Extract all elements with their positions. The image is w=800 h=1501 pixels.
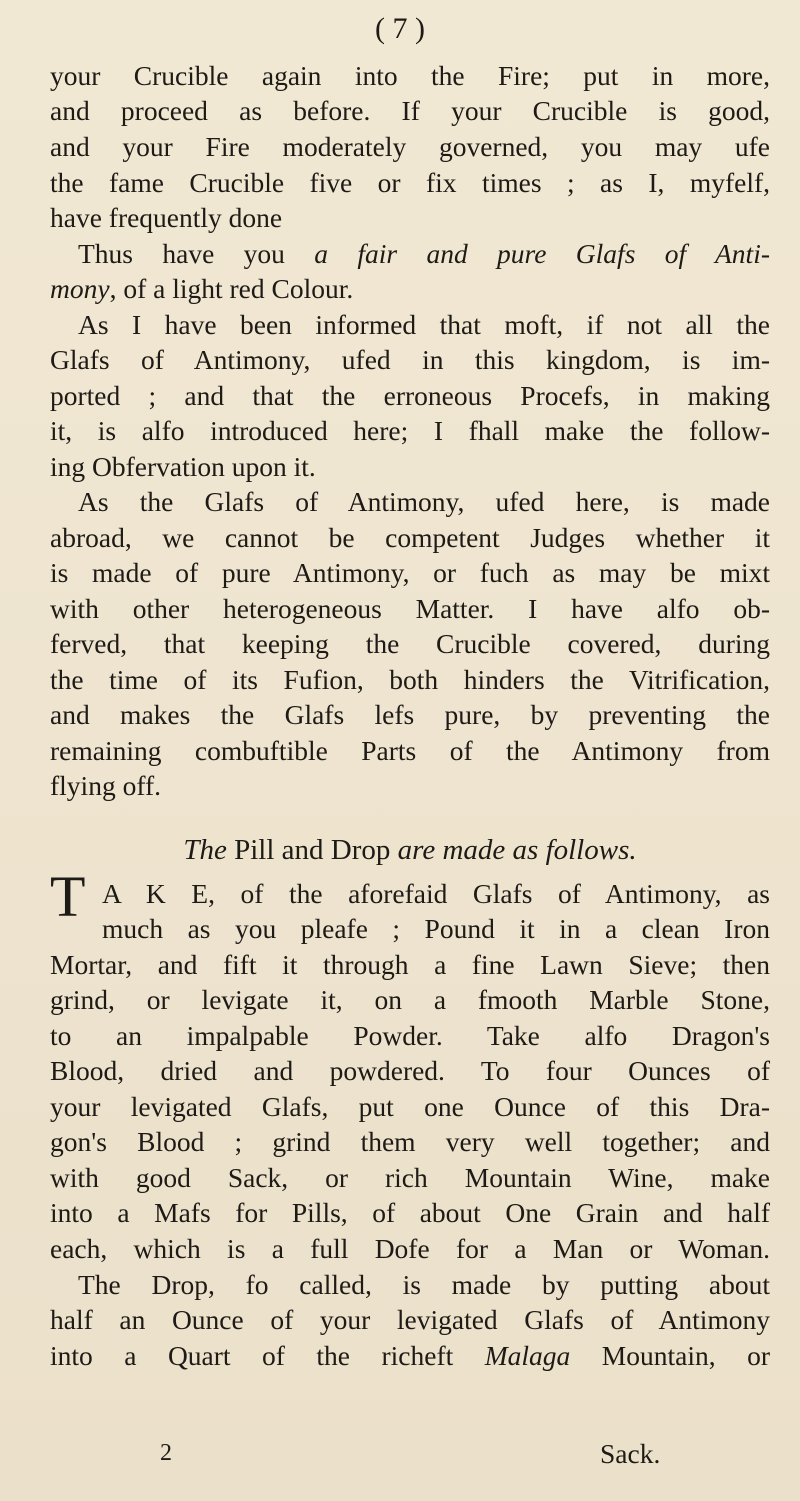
text-line: it, is alfo introduced here; I fhall make the follow- — [50, 415, 770, 446]
text-line: remaining combuftible Parts of the Antimony from — [50, 735, 770, 766]
text-line: abroad, we cannot be competent Judges whether it — [50, 522, 770, 553]
text-span: , of a light red Colour. — [109, 273, 354, 304]
text-line: As I have been informed that moft, if not all the — [78, 309, 770, 340]
text-line: gon's Blood ; grind them very well together; and — [50, 1126, 770, 1157]
text-line: into a Mafs for Pills, of about One Grain and half — [50, 1197, 770, 1228]
text-line: to an impalpable Powder. Take alfo Dragon's — [50, 1020, 770, 1051]
text-span: Thus have you — [78, 238, 315, 269]
text-line: with good Sack, or rich Mountain Wine, make — [50, 1162, 770, 1193]
italic-span: Malaga — [484, 1340, 571, 1371]
text-line: Glafs of Antimony, ufed in this kingdom, is im- — [50, 344, 770, 375]
text-line: is made of pure Antimony, or fuch as may be mixt — [50, 557, 770, 588]
text-line: and your Fire moderately governed, you may ufe — [50, 131, 770, 162]
text-line: A K E, of the aforefaid Glafs of Antimony, as — [102, 878, 770, 909]
text-line: and makes the Glafs lefs pure, by preventing the — [50, 699, 770, 730]
text-line: ferved, that keeping the Crucible covered, during — [50, 628, 770, 659]
text-line: with other heterogeneous Matter. I have alfo ob- — [50, 593, 770, 624]
text-line: have frequently done — [50, 202, 283, 233]
text-line: ported ; and that the erroneous Procefs, in making — [50, 380, 770, 411]
text-line: The Drop, fo called, is made by putting about — [78, 1269, 770, 1300]
italic-span: a fair and pure Glafs of Anti- — [314, 238, 770, 269]
text-span: Mountain, or — [570, 1340, 770, 1371]
text-span: into a Quart of the richeft — [50, 1340, 485, 1371]
text-line — [50, 275, 770, 303]
text-line: Mortar, and fift it through a fine Lawn Sieve; then — [50, 949, 770, 980]
text-line: much as you pleafe ; Pound it in a clean Iron — [102, 913, 770, 944]
signature-mark: 2 — [160, 1440, 172, 1466]
italic-span: are made as follows. — [397, 834, 637, 866]
text-line: grind, or levigate it, on a fmooth Marble Stone, — [50, 984, 770, 1015]
italic-span: mony — [50, 273, 110, 304]
page-number: ( 7 ) — [375, 12, 425, 45]
section-heading — [50, 836, 770, 865]
catchword: Sack. — [600, 1438, 661, 1469]
text-span: Pill and Drop — [226, 834, 398, 866]
text-line: ing Obfervation upon it. — [50, 451, 316, 482]
text-line: half an Ounce of your levigated Glafs of Antimony — [50, 1304, 770, 1335]
text-line: the time of its Fufion, both hinders the Vitrification, — [50, 664, 770, 695]
text-line: As the Glafs of Antimony, ufed here, is made — [78, 486, 770, 517]
text-line: each, which is a full Dofe for a Man or Woman. — [50, 1233, 770, 1264]
text-line — [50, 240, 770, 268]
text-line: the fame Crucible five or fix times ; as I, myfelf, — [50, 167, 770, 198]
text-line: flying off. — [50, 770, 162, 801]
text-line: and proceed as before. If your Crucible is good, — [50, 95, 770, 126]
drop-cap: T — [50, 864, 86, 929]
italic-span: The — [183, 834, 227, 866]
text-line: your Crucible again into the Fire; put in more, — [50, 60, 770, 91]
text-line: Blood, dried and powdered. To four Ounces of — [50, 1055, 770, 1086]
text-line — [50, 1342, 770, 1370]
text-line: your levigated Glafs, put one Ounce of this Dra- — [50, 1091, 770, 1122]
